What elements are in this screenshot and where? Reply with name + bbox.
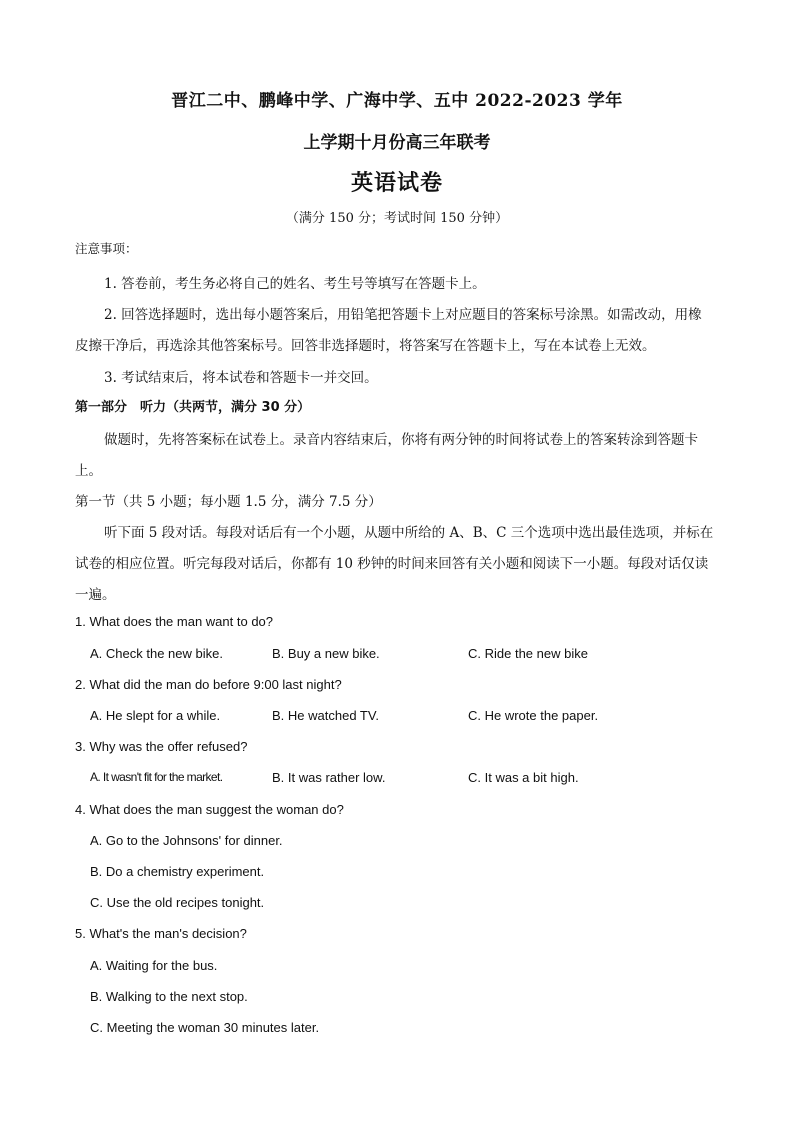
exam-title-term: 上学期十月份高三年联考 <box>303 133 491 153</box>
section1-heading: 第一节（共 5 小题；每小题 1.5 分，满分 7.5 分） <box>75 494 382 510</box>
question-2-stem: 2. What did the man do before 9:00 last night? <box>75 677 342 692</box>
question-4-option-c: C. Use the old recipes tonight. <box>90 895 265 910</box>
question-1-stem: 1. What does the man want to do? <box>75 614 274 629</box>
exam-title-subject: 英语试卷 <box>350 171 443 196</box>
section1-instructions-a: 听下面 5 段对话。每段对话后有一个小题，从题中所给的 A、B、C 三个选项中选出最佳选项，并标在 <box>104 525 714 541</box>
part1-intro-a: 做题时，先将答案标在试卷上。录音内容结束后，你将有两分钟的时间将试卷上的答案转涂到答题卡 <box>104 432 698 448</box>
section1-instructions-c: 一遍。 <box>75 587 116 603</box>
notice-heading: 注意事项： <box>75 241 138 256</box>
question-4-option-b: B. Do a chemistry experiment. <box>90 864 265 879</box>
question-2-option-b: B. He watched TV. <box>272 708 379 723</box>
question-3-option-a: A. It wasn't fit for the market. <box>90 770 223 784</box>
question-3-option-b: B. It was rather low. <box>272 770 386 785</box>
exam-score-time: （满分 150 分；考试时间 150 分钟） <box>285 211 509 226</box>
question-1-option-a: A. Check the new bike. <box>90 646 223 661</box>
question-5-stem: 5. What's the man's decision? <box>75 926 247 941</box>
question-5-option-c: C. Meeting the woman 30 minutes later. <box>90 1020 320 1035</box>
question-5-option-b: B. Walking to the next stop. <box>90 989 248 1004</box>
question-3-option-c: C. It was a bit high. <box>468 770 579 785</box>
exam-title-schools: 晋江二中、鹏峰中学、广海中学、五中 2022-2023 学年 <box>171 91 623 111</box>
notice-item-2a: 2. 回答选择题时，选出每小题答案后，用铅笔把答题卡上对应题目的答案标号涂黑。如需改动，用橡 <box>104 307 702 323</box>
question-4-option-a: A. Go to the Johnsons' for dinner. <box>90 833 283 848</box>
question-1-option-c: C. Ride the new bike <box>468 646 588 661</box>
question-2-option-a: A. He slept for a while. <box>90 708 221 723</box>
notice-item-1: 1. 答卷前，考生务必将自己的姓名、考生号等填写在答题卡上。 <box>104 276 486 292</box>
question-1-option-b: B. Buy a new bike. <box>272 646 380 661</box>
question-2-option-c: C. He wrote the paper. <box>468 708 599 723</box>
section1-instructions-b: 试卷的相应位置。听完每段对话后，你都有 10 秒钟的时间来回答有关小题和阅读下一小题。每段对话仅读 <box>75 556 709 572</box>
question-5-option-a: A. Waiting for the bus. <box>90 958 218 973</box>
part1-intro-b: 上。 <box>75 463 102 479</box>
notice-item-2b: 皮擦干净后，再选涂其他答案标号。回答非选择题时，将答案写在答题卡上，写在本试卷上无效。 <box>75 338 656 354</box>
part1-heading: 第一部分 听力（共两节，满分 30 分） <box>75 400 311 415</box>
question-4-stem: 4. What does the man suggest the woman do? <box>75 802 344 817</box>
question-3-stem: 3. Why was the offer refused? <box>75 739 248 754</box>
notice-item-3: 3. 考试结束后，将本试卷和答题卡一并交回。 <box>104 370 378 386</box>
